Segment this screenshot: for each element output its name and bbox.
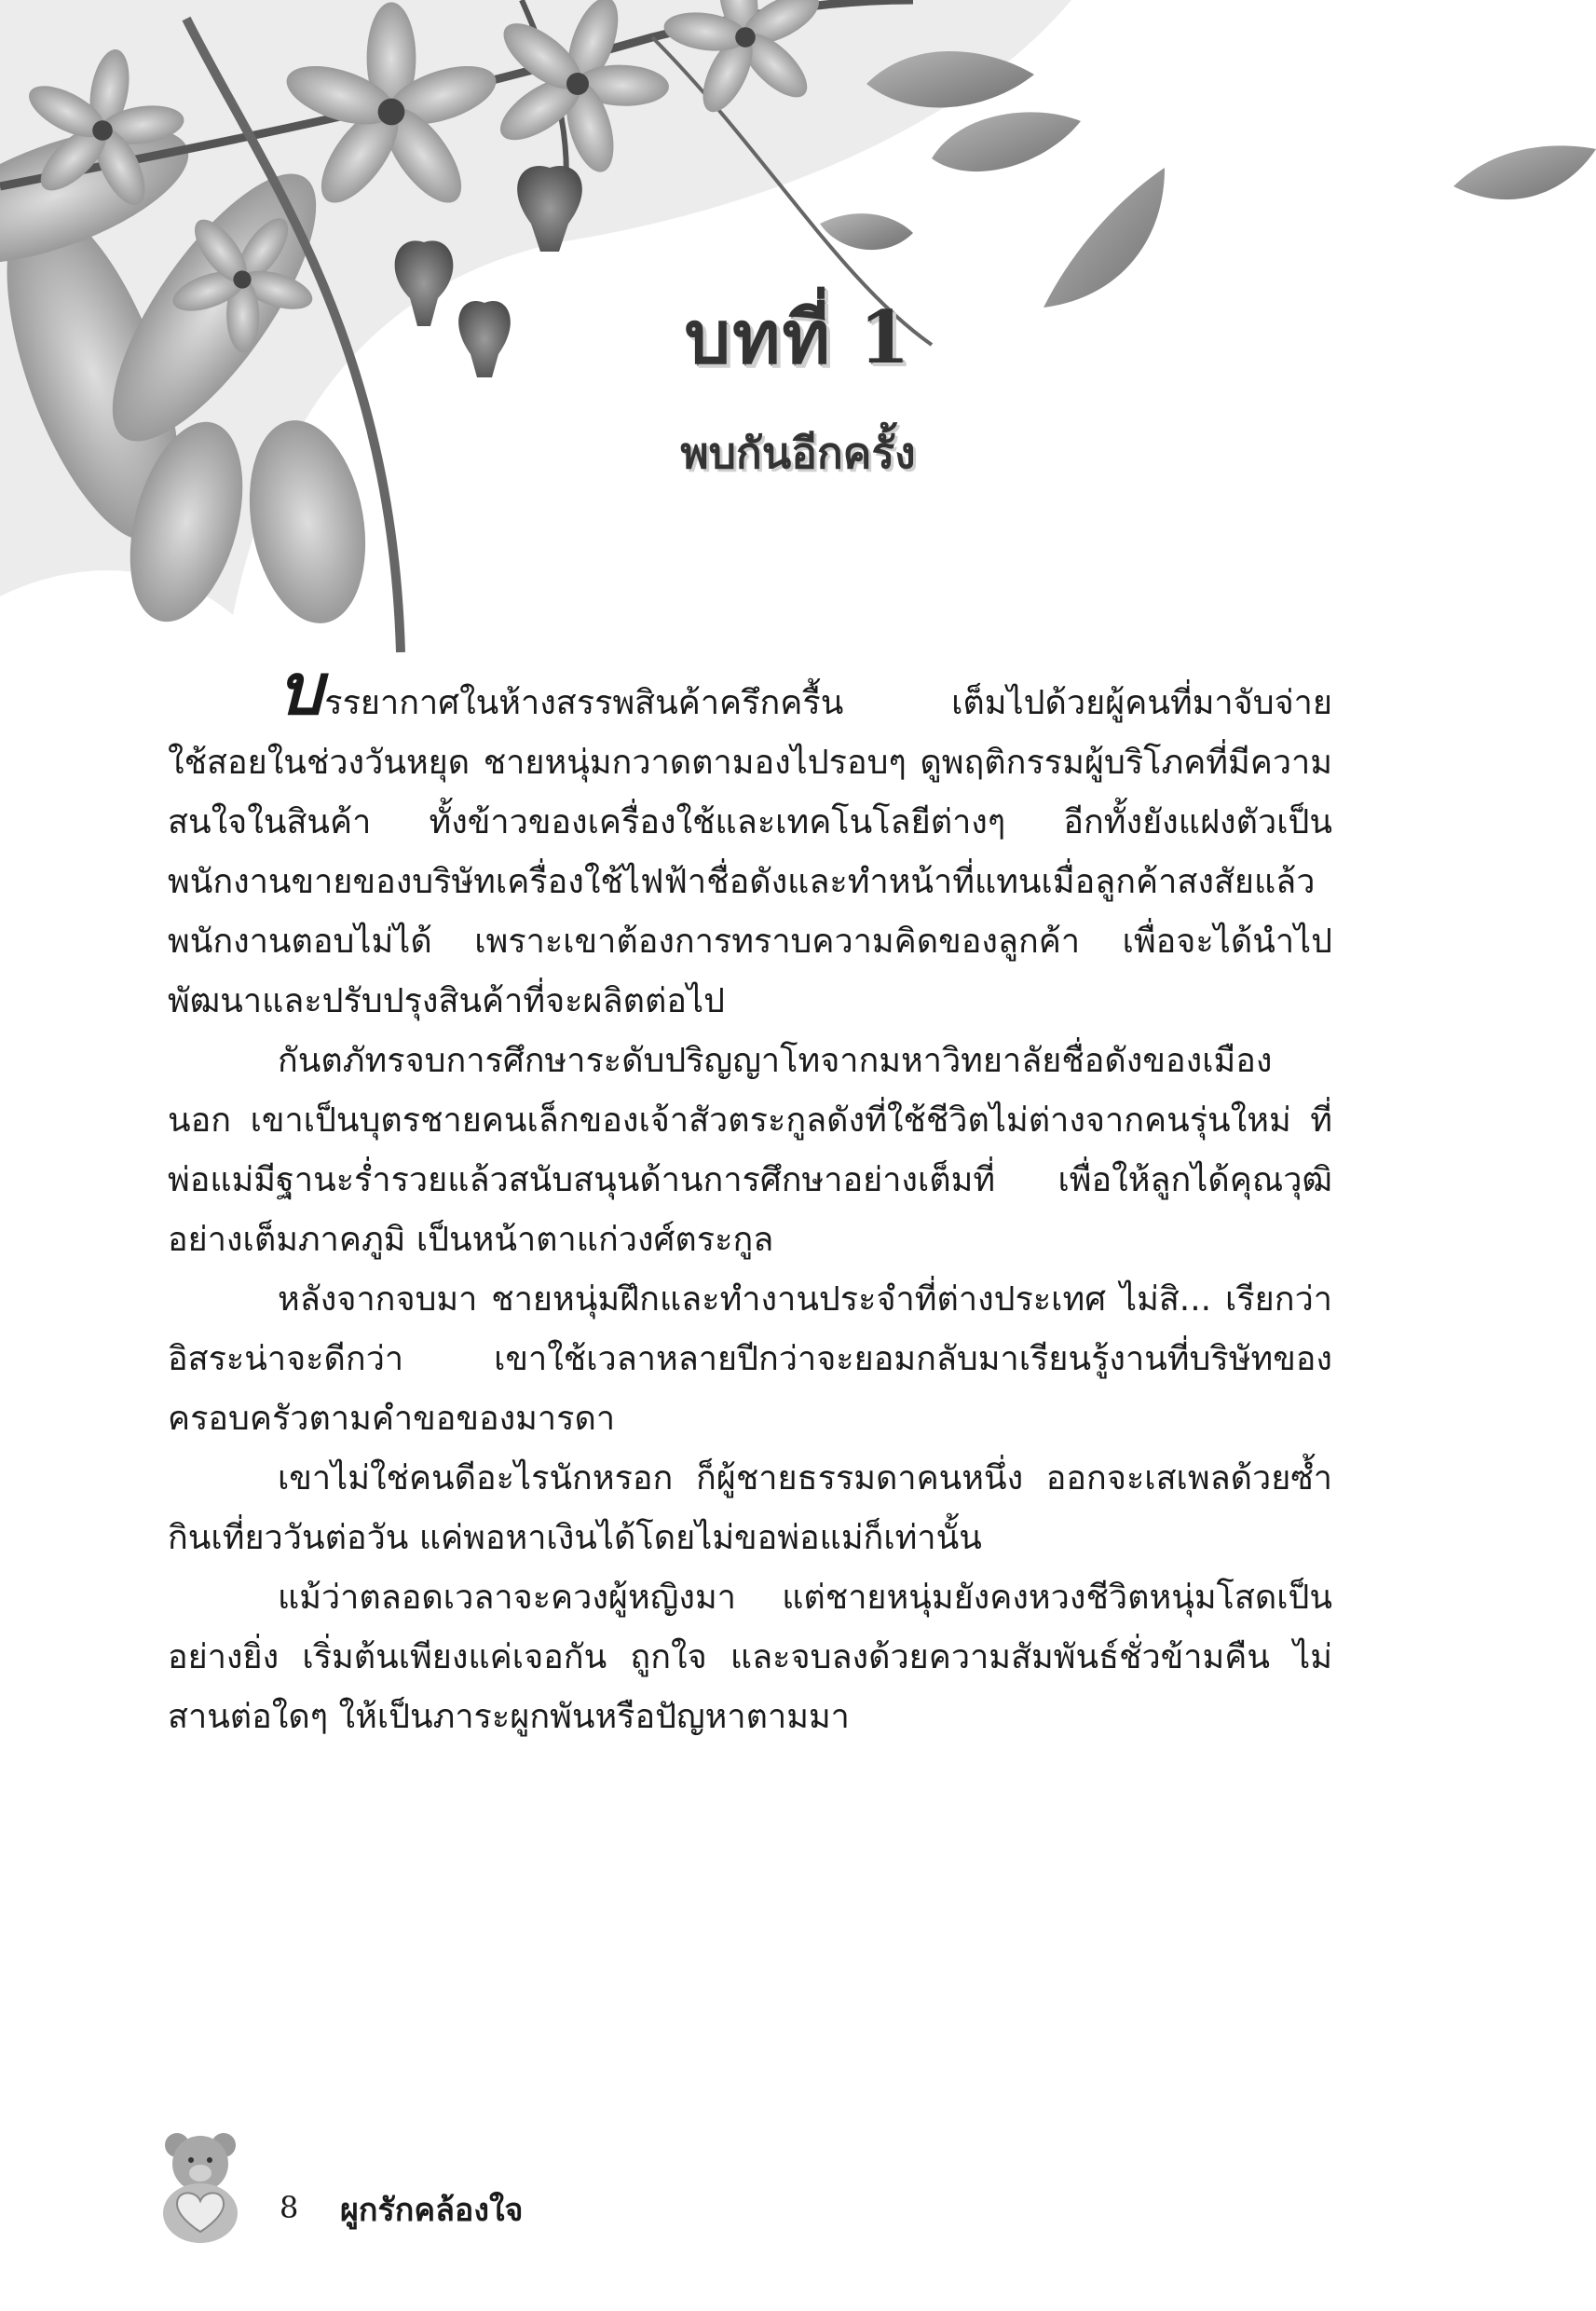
- teddy-bear-icon: [149, 2125, 252, 2246]
- paragraph-4: เขาไม่ใช่คนดีอะไรนักหรอก ก็ผู้ชายธรรมดาคนหนึ่ง ออกจะเสเพลด้วยซ้ำ กินเที่ยววันต่อวัน แค่พอหาเงินได้โดยไม่ขอพ่อแม่ก็เท่านั้น: [168, 1459, 1332, 1557]
- book-title: ผูกรักคล้องใจ: [340, 2192, 524, 2229]
- drop-cap: บ: [278, 648, 323, 731]
- page-number: 8: [280, 2190, 299, 2225]
- paragraph-1-text: รรยากาศในห้างสรรพสินค้าครึกครื้น เต็มไปด้วยผู้คนที่มาจับจ่ายใช้สอยในช่วงวันหยุด ชายหนุ่มกวาดตามองไปรอบๆ ดูพฤติกรรมผู้บริโภคที่มีความสนใจในสินค้า ทั้งข้าวของเครื่องใช้และเทคโนโลยีต่างๆ อีกทั้งยังแฝงตัวเป็นพนักงานขายของบริษัทเครื่องใช้ไฟฟ้าชื่อดังและทำหน้าที่แทนเมื่อลูกค้าสงสัยแล้วพนักงานตอบไม่ได้ เพราะเขาต้องการทราบความคิดของลูกค้า เพื่อจะได้นำไปพัฒนาและปรับปรุงสินค้าที่จะผลิตต่อไป: [168, 684, 1332, 1020]
- page-footer: [149, 2125, 708, 2246]
- paragraph-5: แม้ว่าตลอดเวลาจะควงผู้หญิงมา แต่ชายหนุ่มยังคงหวงชีวิตหนุ่มโสดเป็นอย่างยิ่ง เริ่มต้นเพียงแค่เจอกัน ถูกใจ และจบลงด้วยความสัมพันธ์ชั่วข้ามคืน ไม่สานต่อใดๆ ให้เป็นภาระผูกพันหรือปัญหาตามมา: [168, 1579, 1332, 1736]
- chapter-body: [168, 648, 1332, 1747]
- paragraph-2: กันตภัทรจบการศึกษาระดับปริญญาโทจากมหาวิทยาลัยชื่อดังของเมืองนอก เขาเป็นบุตรชายคนเล็กของเจ้าสัวตระกูลดังที่ใช้ชีวิตไม่ต่างจากคนรุ่นใหม่ ที่พ่อแม่มีฐานะร่ำรวยแล้วสนับสนุนด้านการศึกษาอย่างเต็มที่ เพื่อให้ลูกได้คุณวุฒิอย่างเต็มภาคภูมิ เป็นหน้าตาแก่วงศ์ตระกูล: [168, 1042, 1332, 1259]
- chapter-subtitle: พบกันอีกครั้ง: [680, 428, 916, 478]
- paragraph-1: [168, 648, 1332, 1032]
- chapter-title: บทที่ 1: [684, 295, 912, 380]
- chapter-heading: [0, 280, 1596, 487]
- paragraph-3: หลังจากจบมา ชายหนุ่มฝึกและทำงานประจำที่ต่างประเทศ ไม่สิ... เรียกว่าอิสระน่าจะดีกว่า เขาใช้เวลาหลายปีกว่าจะยอมกลับมาเรียนรู้งานที่บริษัทของครอบครัวตามคำขอของมารดา: [168, 1280, 1332, 1438]
